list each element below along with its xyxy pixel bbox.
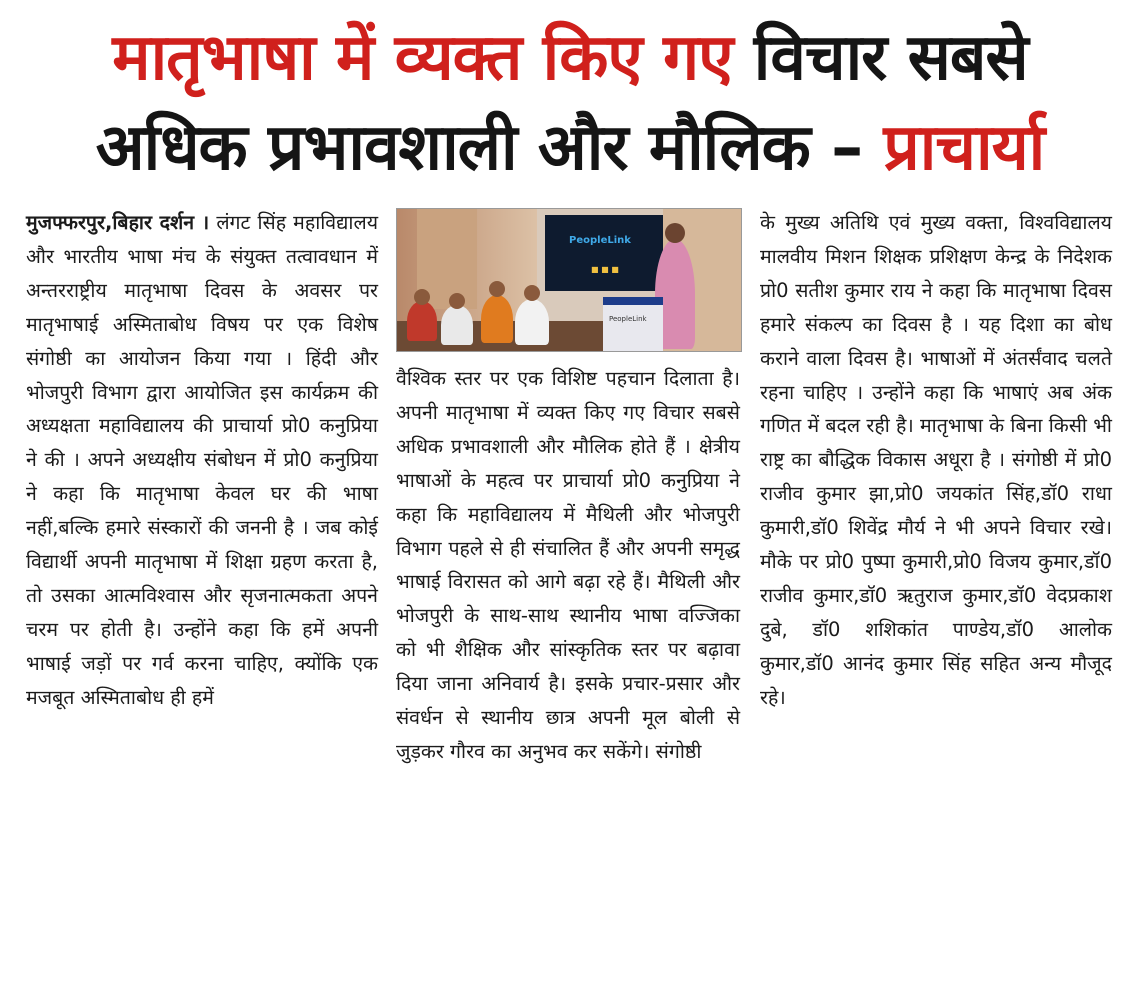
headline-black-part: विचार सबसे bbox=[753, 21, 1028, 95]
headline-black-part: अधिक प्रभावशाली और मौलिक – bbox=[95, 111, 863, 185]
podium bbox=[603, 297, 663, 352]
column-3-text: के मुख्य अतिथि एवं मुख्य वक्ता, विश्वविद्यालय मालवीय मिशन शिक्षक प्रशिक्षण केन्द्र के निदेशक प्रो0 सतीश कुमार राय ने कहा कि मातृभाषा दिवस हमारे संकल्प का दिवस है । यह दिशा का बोध कराने वाला दिवस है। भाषाओं में अंतर्संवाद चलते रहना चाहिए । उन्होंने कहा कि भाषाएं अब अंक गणित में बदल रही है। मातृभाषा के बिना किसी भी राष्ट्र का बौद्धिक विकास अधूरा है । संगोष्ठी में प्रो0 राजीव कुमार झा,प्रो0 जयकांत सिंह,डॉ0 राधा कुमारी,डॉ0 शिवेंद्र मौर्य ने भी अपने विचार रखे। मौके पर प्रो0 पुष्पा कुमारी,प्रो0 विजय कुमार,डॉ0 राजीव कुमार,डॉ0 ऋतुराज कुमार,डॉ0 वेदप्रकाश दुबे, डॉ0 शशिकांत पाण्डेय,डॉ0 आलोक कुमार,डॉ0 आनंद कुमार सिंह सहित अन्य मौजूद रहे। bbox=[760, 211, 1112, 709]
guest-head bbox=[414, 289, 430, 305]
guest-head bbox=[524, 285, 540, 301]
headline-line-1 bbox=[0, 21, 1140, 95]
column-2-text: वैश्विक स्तर पर एक विशिष्ट पहचान दिलाता है। अपनी मातृभाषा में व्यक्त किए गए विचार सबसे अधिक प्रभावशाली और मौलिक होते हैं । क्षेत्रीय भाषाओं के महत्व पर प्राचार्या प्रो0 कनुप्रिया ने कहा कि महाविद्यालय में मैथिली और भोजपुरी विभाग पहले से ही संचालित हैं और अपनी समृद्ध भाषाई विरासत को आगे बढ़ा रहे हैं। मैथिली और भोजपुरी के साथ-साथ स्थानीय भाषा वज्जिका को भी शैक्षिक और सांस्कृतिक स्तर पर बढ़ावा दिया जाना अनिवार्य है। इसके प्रचार-प्रसार और संवर्धन से स्थानीय छात्र अपनी मूल बोली से जुड़कर गौरव का अनुभव कर सकेंगे। संगोष्ठी bbox=[396, 367, 740, 763]
podium-brand: PeopleLink bbox=[609, 315, 647, 323]
headline-red-part: मातृभाषा में व्यक्त किए गए bbox=[112, 21, 733, 95]
headline-red-part: प्राचार्या bbox=[883, 111, 1045, 185]
speaker-head bbox=[665, 223, 685, 243]
article-column-3 bbox=[760, 206, 1112, 715]
guest-figure bbox=[407, 301, 437, 341]
article-column-2 bbox=[396, 362, 740, 769]
guest-figure bbox=[515, 299, 549, 345]
column-1-text: लंगट सिंह महाविद्यालय और भारतीय भाषा मंच के संयुक्त तत्वावधान में अन्तरराष्ट्रीय मातृभाषा दिवस के अवसर पर मातृभाषाई अस्मिताबोध विषय पर एक विशेष संगोष्ठी का आयोजन किया गया । हिंदी और भोजपुरी विभाग द्वारा आयोजित इस कार्यक्रम की अध्यक्षता महाविद्यालय की प्राचार्या प्रो0 कनुप्रिया ने की । अपने अध्यक्षीय संबोधन में प्रो0 कनुप्रिया ने कहा कि मातृभाषा केवल घर की भाषा नहीं,बल्कि हमारे संस्कारों की जननी है । जब कोई विद्यार्थी अपनी मातृभाषा में शिक्षा ग्रहण करता है, तो उसका आत्मविश्वास और सृजनात्मकता अपने चरम पर होती है। उन्होंने कहा कि हमें अपनी भाषाई जड़ों पर गर्व करना चाहिए, क्योंकि एक मजबूत अस्मिताबोध ही हमें bbox=[26, 211, 379, 709]
dateline: मुजफ्फरपुर,बिहार दर्शन । bbox=[26, 211, 210, 234]
event-photo bbox=[396, 208, 742, 352]
guest-figure bbox=[481, 295, 513, 343]
guest-head bbox=[449, 293, 465, 309]
guest-head bbox=[489, 281, 505, 297]
article-column-1 bbox=[26, 206, 378, 715]
guest-figure bbox=[441, 305, 473, 345]
headline-line-2 bbox=[0, 111, 1140, 185]
screen-icons: ■ ■ ■ bbox=[591, 265, 619, 274]
screen-brand: PeopleLink bbox=[569, 235, 631, 246]
projector-screen bbox=[545, 215, 663, 291]
